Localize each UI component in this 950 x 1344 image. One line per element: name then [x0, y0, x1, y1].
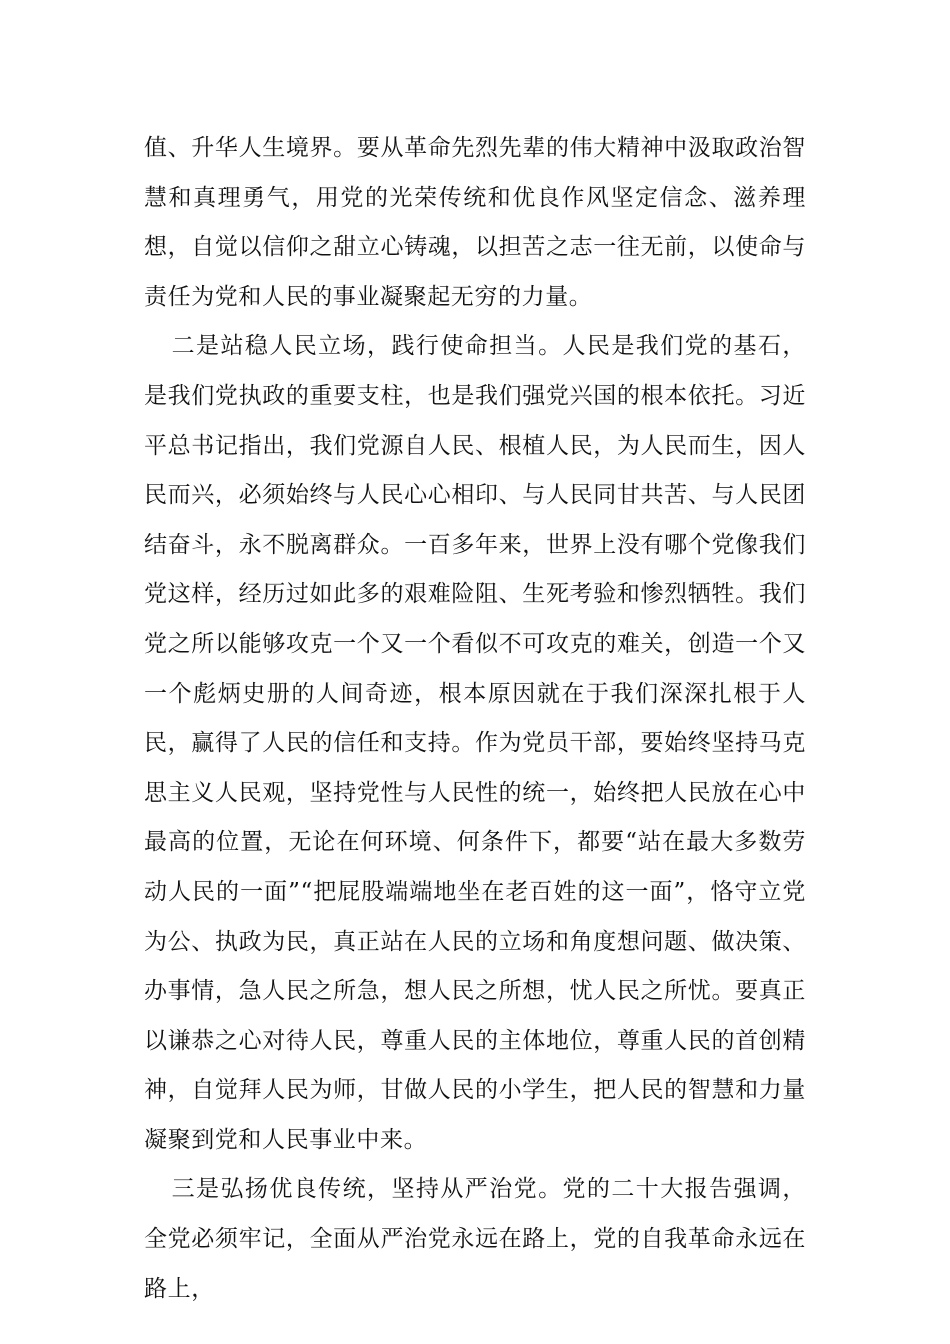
paragraph-2: 二是站稳人民立场，践行使命担当。人民是我们党的基石，是我们党执政的重要支柱，也是我们强党兴国的根本依托。习近平总书记指出，我们党源自人民、根植人民，为人民而生，因人民而兴，必须始终与人民心心相印、与人民同甘共苦、与人民团结奋斗，永不脱离群众。一百多年来，世界上没有哪个党像我们党这样，经历过如此多的艰难险阻、生死考验和惨烈牺牲。我们党之所以能够攻克一个又一个看似不可攻克的难关，创造一个又一个彪炳史册的人间奇迹，根本原因就在于我们深深扎根于人民，赢得了人民的信任和支持。作为党员干部，要始终坚持马克思主义人民观，坚持党性与人民性的统一，始终把人民放在心中最高的位置，无论在何环境、何条件下，都要“站在最大多数劳动人民的一面”“把屁股端端地坐在老百姓的这一面”，恪守立党为公、执政为民，真正站在人民的立场和角度想问题、做决策、办事情，急人民之所急，想人民之所想，忧人民之所忧。要真正以谦恭之心对待人民，尊重人民的主体地位，尊重人民的首创精神，自觉拜人民为师，甘做人民的小学生，把人民的智慧和力量凝聚到党和人民事业中来。: [144, 333, 806, 1153]
document-body: [144, 124, 806, 1314]
paragraph-1: 值、升华人生境界。要从革命先烈先辈的伟大精神中汲取政治智慧和真理勇气，用党的光荣传统和优良作风坚定信念、滋养理想，自觉以信仰之甜立心铸魂，以担苦之志一往无前，以使命与责任为党和人民的事业凝聚起无穷的力量。: [144, 135, 806, 310]
paragraph-3: 三是弘扬优良传统，坚持从严治党。党的二十大报告强调，全党必须牢记，全面从严治党永远在路上，党的自我革命永远在路上，: [144, 1176, 806, 1302]
